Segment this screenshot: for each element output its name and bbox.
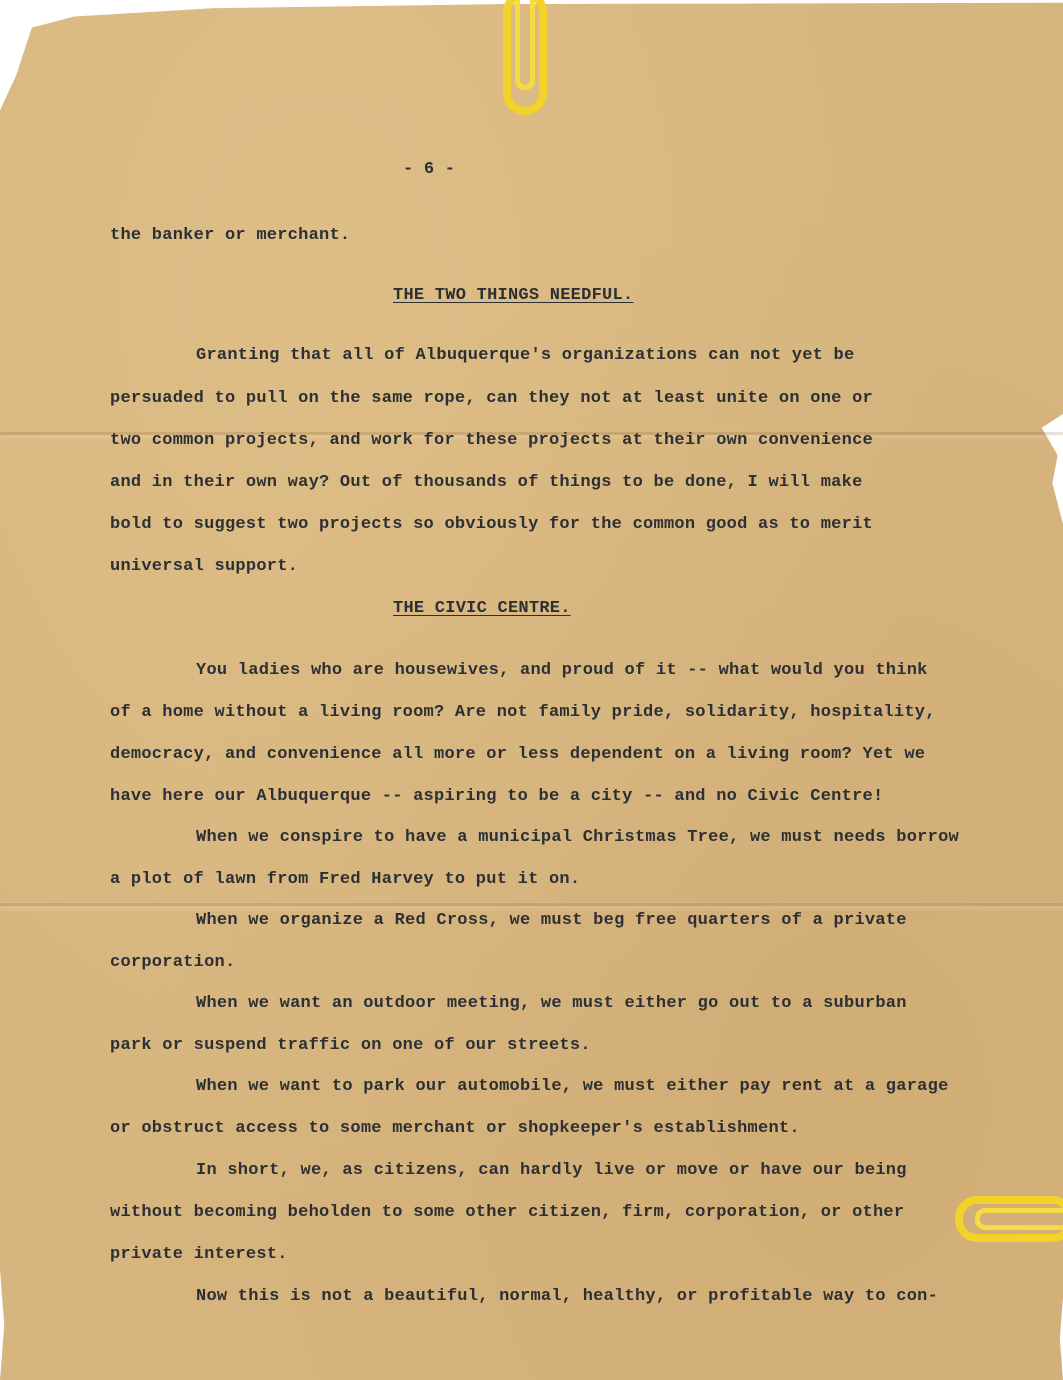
section-heading-civic-centre: THE CIVIC CENTRE. bbox=[393, 599, 571, 618]
text-line: Now this is not a beautiful, normal, healthy, or profitable way to con- bbox=[196, 1287, 939, 1306]
text-line: When we conspire to have a municipal Christmas Tree, we must needs borrow bbox=[196, 828, 959, 847]
text-line: universal support. bbox=[110, 557, 299, 576]
text-line: persuaded to pull on the same rope, can they not at least unite on one or bbox=[110, 389, 873, 408]
text-line: of a home without a living room? Are not family pride, solidarity, hospitality, bbox=[110, 703, 936, 722]
text-line: You ladies who are housewives, and proud of it -- what would you think bbox=[196, 661, 928, 680]
text-line: democracy, and convenience all more or less dependent on a living room? Yet we bbox=[110, 745, 926, 764]
text-line: When we organize a Red Cross, we must beg free quarters of a private bbox=[196, 911, 907, 930]
text-line: private interest. bbox=[110, 1245, 288, 1264]
text-line: bold to suggest two projects so obviously for the common good as to merit bbox=[110, 515, 873, 534]
text-line: have here our Albuquerque -- aspiring to be a city -- and no Civic Centre! bbox=[110, 787, 884, 806]
page-number: - 6 - bbox=[403, 160, 456, 179]
text-line: Granting that all of Albuquerque's organizations can not yet be bbox=[196, 346, 855, 365]
text-line: or obstruct access to some merchant or shopkeeper's establishment. bbox=[110, 1119, 800, 1138]
text-line: two common projects, and work for these projects at their own convenience bbox=[110, 431, 873, 450]
opening-line: the banker or merchant. bbox=[110, 226, 351, 245]
paper-clip-inner bbox=[515, 0, 535, 90]
paper-fold bbox=[0, 903, 1063, 906]
text-line: a plot of lawn from Fred Harvey to put it on. bbox=[110, 870, 581, 889]
text-line: When we want an outdoor meeting, we must either go out to a suburban bbox=[196, 994, 907, 1013]
text-line: When we want to park our automobile, we must either pay rent at a garage bbox=[196, 1077, 949, 1096]
text-line: and in their own way? Out of thousands of things to be done, I will make bbox=[110, 473, 863, 492]
text-line: corporation. bbox=[110, 953, 236, 972]
text-line: without becoming beholden to some other citizen, firm, corporation, or other bbox=[110, 1203, 905, 1222]
paper-clip-inner bbox=[975, 1208, 1063, 1230]
text-line: In short, we, as citizens, can hardly live or move or have our being bbox=[196, 1161, 907, 1180]
section-heading-two-things: THE TWO THINGS NEEDFUL. bbox=[393, 286, 634, 305]
text-line: park or suspend traffic on one of our streets. bbox=[110, 1036, 591, 1055]
